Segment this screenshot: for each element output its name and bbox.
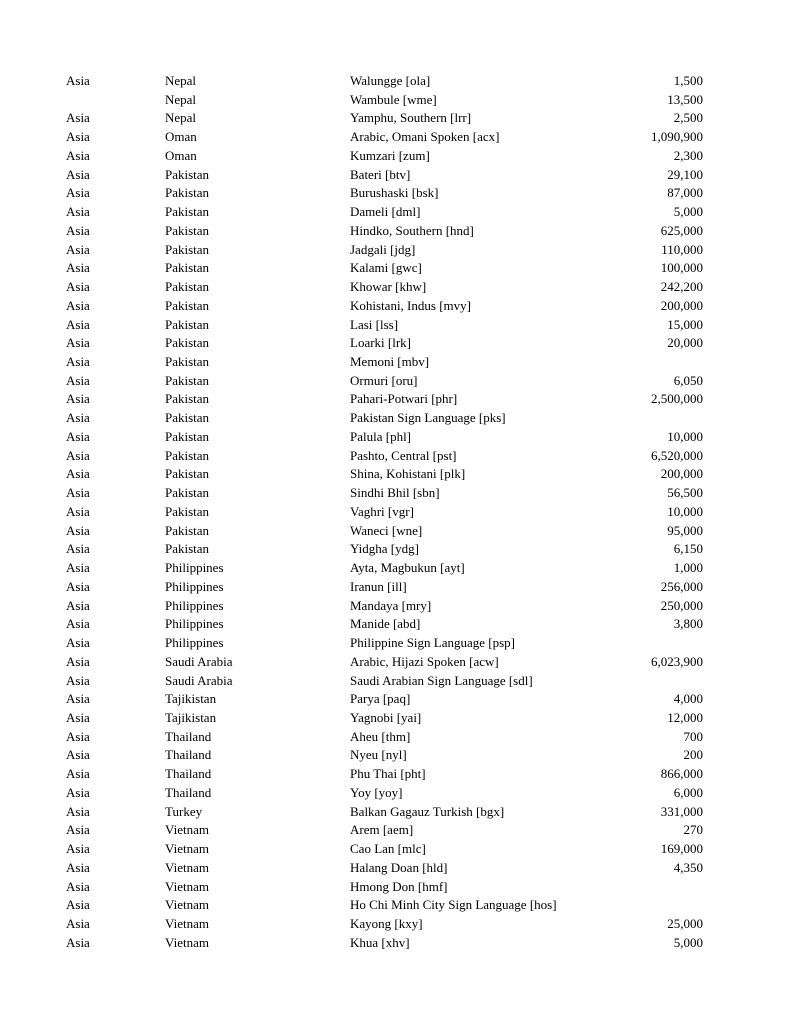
cell-language: Philippine Sign Language [psp] [350,635,516,651]
cell-language: Bateri [btv] [350,166,411,182]
table-row [66,372,703,391]
cell-region: Asia [66,916,90,932]
cell-language: Ho Chi Minh City Sign Language [hos] [350,897,557,913]
cell-language: Arabic, Omani Spoken [acx] [350,129,500,145]
cell-language: Jadgali [jdg] [350,241,416,257]
cell-language: Nyeu [nyl] [350,747,407,763]
cell-region: Asia [66,316,90,332]
cell-population [583,672,703,691]
cell-country: Turkey [165,803,203,819]
cell-region: Asia [66,410,90,426]
language-population-table [66,72,703,953]
cell-language: Hindko, Southern [hnd] [350,222,474,238]
cell-region: Asia [66,766,90,782]
table-row [66,690,703,709]
table-row [66,503,703,522]
table-row [66,465,703,484]
cell-population [583,353,703,372]
table-row [66,128,703,147]
cell-population: 56,500 [667,485,703,501]
cell-language: Phu Thai [pht] [350,766,426,782]
cell-country: Thailand [165,728,212,744]
table-row [66,409,703,428]
cell-country: Pakistan [165,260,210,276]
cell-population: 866,000 [660,766,703,782]
cell-language: Parya [paq] [350,691,411,707]
cell-country: Nepal [165,110,197,126]
cell-country: Pakistan [165,466,210,482]
cell-population: 87,000 [667,185,703,201]
table-row [66,559,703,578]
cell-region: Asia [66,297,90,313]
cell-language: Yidgha [ydg] [350,541,419,557]
cell-population [583,634,703,653]
table-row [66,390,703,409]
cell-region: Asia [66,616,90,632]
cell-language: Balkan Gagauz Turkish [bgx] [350,803,505,819]
table-row [66,915,703,934]
cell-population: 250,000 [660,597,703,613]
cell-country: Oman [165,129,197,145]
cell-population: 700 [683,728,703,744]
table-row [66,484,703,503]
cell-language: Vaghri [vgr] [350,503,414,519]
cell-region: Asia [66,672,90,688]
cell-population: 1,500 [673,73,703,88]
cell-region: Asia [66,185,90,201]
cell-language: Kalami [gwc] [350,260,422,276]
cell-language: Waneci [wne] [350,522,423,538]
cell-country: Pakistan [165,316,210,332]
cell-region: Asia [66,503,90,519]
cell-language: Wambule [wme] [350,91,437,107]
table-row [66,447,703,466]
table-row [66,653,703,672]
cell-language: Mandaya [mry] [350,597,432,613]
cell-language: Khua [xhv] [350,934,410,950]
cell-region: Asia [66,784,90,800]
cell-language: Hmong Don [hmf] [350,878,448,894]
cell-population: 3,800 [673,616,703,632]
cell-language: Walungge [ola] [350,73,431,88]
cell-country: Thailand [165,766,212,782]
cell-region [66,91,165,110]
cell-country: Pakistan [165,204,210,220]
cell-population: 200 [683,747,703,763]
cell-language: Aheu [thm] [350,728,411,744]
cell-region: Asia [66,73,90,88]
cell-population: 10,000 [667,428,703,444]
cell-region: Asia [66,447,90,463]
cell-region: Asia [66,166,90,182]
table-row [66,840,703,859]
cell-country: Pakistan [165,447,210,463]
cell-language: Yamphu, Southern [lrr] [350,110,472,126]
cell-region: Asia [66,859,90,875]
cell-language: Dameli [dml] [350,204,421,220]
table-row [66,184,703,203]
cell-population: 6,000 [673,784,703,800]
cell-country: Saudi Arabia [165,672,233,688]
cell-country: Pakistan [165,391,210,407]
table-row [66,334,703,353]
cell-country: Pakistan [165,241,210,257]
cell-region: Asia [66,560,90,576]
table-row [66,578,703,597]
table-row [66,934,703,953]
table-row [66,540,703,559]
cell-population: 100,000 [660,260,703,276]
cell-country: Thailand [165,747,212,763]
table-row [66,746,703,765]
cell-region: Asia [66,466,90,482]
cell-country: Philippines [165,578,224,594]
cell-population: 625,000 [660,222,703,238]
cell-language: Loarki [lrk] [350,335,412,351]
cell-country: Saudi Arabia [165,653,233,669]
cell-language: Yoy [yoy] [350,784,403,800]
cell-population: 331,000 [660,803,703,819]
table-row [66,634,703,653]
cell-region: Asia [66,803,90,819]
cell-country: Philippines [165,635,224,651]
cell-country: Pakistan [165,485,210,501]
table-row [66,278,703,297]
cell-country: Philippines [165,560,224,576]
cell-country: Vietnam [165,897,209,913]
cell-country: Pakistan [165,372,210,388]
cell-region: Asia [66,691,90,707]
cell-region: Asia [66,129,90,145]
cell-language: Pahari-Potwari [phr] [350,391,458,407]
cell-region: Asia [66,241,90,257]
cell-country: Pakistan [165,354,210,370]
cell-region: Asia [66,354,90,370]
cell-language: Burushaski [bsk] [350,185,439,201]
cell-region: Asia [66,578,90,594]
cell-language: Kumzari [zum] [350,147,430,163]
cell-population: 1,000 [673,560,703,576]
cell-country: Vietnam [165,859,209,875]
cell-population: 6,520,000 [651,447,703,463]
cell-population: 6,150 [673,541,703,557]
cell-region: Asia [66,428,90,444]
table-row [66,241,703,260]
table-row [66,203,703,222]
cell-language: Manide [abd] [350,616,421,632]
table-row [66,878,703,897]
table-row [66,91,703,110]
cell-region: Asia [66,653,90,669]
cell-population [583,409,703,428]
cell-country: Pakistan [165,541,210,557]
table-row [66,166,703,185]
table-row [66,297,703,316]
cell-country: Pakistan [165,166,210,182]
cell-language: Iranun [ill] [350,578,407,594]
table-row [66,259,703,278]
cell-country: Vietnam [165,916,209,932]
cell-population [583,896,703,915]
cell-country: Pakistan [165,522,210,538]
table-row [66,821,703,840]
table-row [66,672,703,691]
cell-region: Asia [66,335,90,351]
table-row [66,896,703,915]
cell-region: Asia [66,709,90,725]
cell-region: Asia [66,597,90,613]
cell-country: Philippines [165,616,224,632]
cell-region: Asia [66,934,90,950]
table-row [66,353,703,372]
cell-population: 2,500 [673,110,703,126]
table-row [66,316,703,335]
cell-region: Asia [66,635,90,651]
cell-population: 29,100 [667,166,703,182]
cell-language: Ormuri [oru] [350,372,418,388]
cell-region: Asia [66,110,90,126]
cell-country: Pakistan [165,335,210,351]
cell-region: Asia [66,222,90,238]
cell-country: Nepal [165,73,197,88]
cell-population: 4,350 [673,859,703,875]
cell-region: Asia [66,878,90,894]
table-row [66,109,703,128]
cell-region: Asia [66,522,90,538]
cell-country: Tajikistan [165,691,217,707]
cell-region: Asia [66,897,90,913]
cell-country: Pakistan [165,279,210,295]
table-row [66,803,703,822]
cell-region: Asia [66,147,90,163]
cell-country: Vietnam [165,822,209,838]
cell-region: Asia [66,541,90,557]
cell-country: Philippines [165,597,224,613]
cell-language: Lasi [lss] [350,316,399,332]
cell-country: Vietnam [165,934,209,950]
cell-population: 6,023,900 [651,653,703,669]
cell-country: Pakistan [165,222,210,238]
cell-country: Tajikistan [165,709,217,725]
cell-population: 200,000 [660,297,703,313]
table-row [66,597,703,616]
cell-language: Palula [phl] [350,428,412,444]
cell-population: 4,000 [673,691,703,707]
cell-language: Arabic, Hijazi Spoken [acw] [350,653,499,669]
cell-language: Kayong [kxy] [350,916,423,932]
table-row [66,147,703,166]
cell-language: Sindhi Bhil [sbn] [350,485,440,501]
cell-population: 6,050 [673,372,703,388]
cell-population: 242,200 [660,279,703,295]
cell-region: Asia [66,391,90,407]
cell-population: 2,500,000 [651,391,703,407]
cell-population: 256,000 [660,578,703,594]
cell-population: 25,000 [667,916,703,932]
cell-population: 2,300 [673,147,703,163]
table-row [66,615,703,634]
cell-region: Asia [66,747,90,763]
cell-country: Oman [165,147,197,163]
cell-language: Cao Lan [mlc] [350,841,426,857]
table-row [66,72,703,91]
table-row [66,522,703,541]
cell-region: Asia [66,822,90,838]
cell-population: 15,000 [667,316,703,332]
cell-country: Nepal [165,91,197,107]
cell-language: Halang Doan [hld] [350,859,448,875]
table-row [66,765,703,784]
table-row [66,784,703,803]
cell-country: Pakistan [165,410,210,426]
cell-region: Asia [66,728,90,744]
cell-country: Pakistan [165,297,210,313]
cell-population: 95,000 [667,522,703,538]
table-row [66,859,703,878]
cell-language: Pakistan Sign Language [pks] [350,410,506,426]
table-row [66,709,703,728]
cell-language: Yagnobi [yai] [350,709,422,725]
cell-population: 1,090,900 [651,129,703,145]
cell-population: 200,000 [660,466,703,482]
cell-country: Thailand [165,784,212,800]
table-row [66,728,703,747]
table-row [66,222,703,241]
cell-population [583,878,703,897]
cell-language: Kohistani, Indus [mvy] [350,297,471,313]
cell-population: 5,000 [673,934,703,950]
cell-language: Saudi Arabian Sign Language [sdl] [350,672,533,688]
cell-country: Pakistan [165,185,210,201]
cell-language: Memoni [mbv] [350,354,430,370]
cell-population: 10,000 [667,503,703,519]
cell-language: Ayta, Magbukun [ayt] [350,560,465,576]
cell-population: 12,000 [667,709,703,725]
cell-population: 270 [683,822,703,838]
cell-population: 5,000 [673,204,703,220]
cell-population: 169,000 [660,841,703,857]
cell-country: Vietnam [165,841,209,857]
cell-country: Vietnam [165,878,209,894]
cell-region: Asia [66,372,90,388]
cell-language: Pashto, Central [pst] [350,447,457,463]
cell-language: Shina, Kohistani [plk] [350,466,466,482]
cell-country: Pakistan [165,428,210,444]
cell-population: 110,000 [661,241,703,257]
cell-region: Asia [66,485,90,501]
table-row [66,428,703,447]
cell-region: Asia [66,260,90,276]
cell-population: 13,500 [667,91,703,107]
cell-region: Asia [66,279,90,295]
cell-language: Khowar [khw] [350,279,427,295]
cell-country: Pakistan [165,503,210,519]
cell-region: Asia [66,841,90,857]
cell-region: Asia [66,204,90,220]
cell-language: Arem [aem] [350,822,414,838]
cell-population: 20,000 [667,335,703,351]
